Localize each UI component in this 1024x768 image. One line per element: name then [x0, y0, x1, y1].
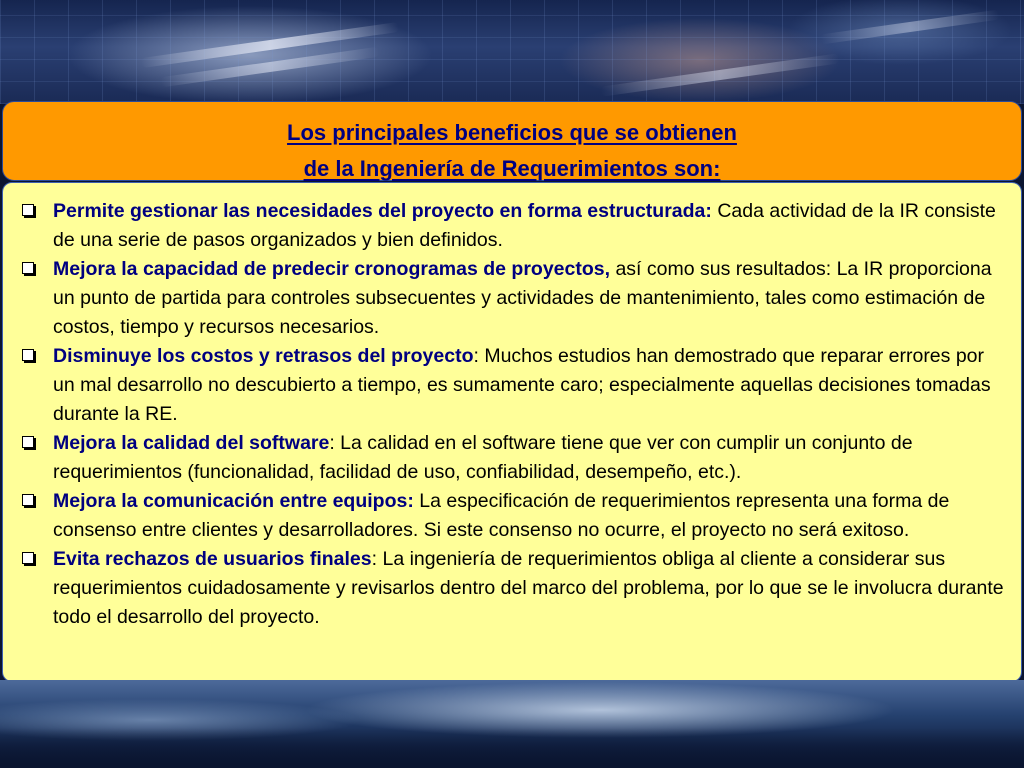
bullet-text: : La ingeniería de requerimientos obliga al cliente a considerar sus requerimientos cuidadosamente y revisarlos dentro del marco del problema, por lo que se le involucra durante todo el desarrollo del proyecto. — [53, 548, 1004, 628]
checkbox-bullet-icon — [22, 436, 34, 448]
footer-decorative-image — [0, 680, 1024, 768]
bullet-text: La especificación de requerimientos representa una forma de consenso entre clientes y desarrolladores. Si este consenso no ocurre, el proyecto no será exitoso. — [53, 490, 950, 541]
slide-title-box — [2, 101, 1022, 181]
header-decorative-image — [0, 0, 1024, 104]
bullet-text: Cada actividad de la IR consiste de una serie de pasos organizados y bien definidos. — [53, 200, 996, 251]
bullet-text: así como sus resultados: La IR proporciona un punto de partida para controles subsecuentes y actividades de mantenimiento, tales como estimación de costos, tiempo y recursos necesarios. — [53, 258, 992, 338]
list-item — [15, 197, 1005, 255]
list-item — [15, 429, 1005, 487]
bullet-lead: Evita rechazos de usuarios finales — [53, 548, 372, 570]
checkbox-bullet-icon — [22, 204, 34, 216]
bullet-lead: Mejora la capacidad de predecir cronogramas de proyectos, — [53, 258, 611, 280]
slide-title-line-2: de la Ingeniería de Requerimientos son: — [303, 156, 721, 181]
checkbox-bullet-icon — [22, 552, 34, 564]
list-item — [15, 487, 1005, 545]
bullet-lead: Disminuye los costos y retrasos del proyecto — [53, 345, 474, 367]
list-item — [15, 545, 1005, 632]
bullet-text: : La calidad en el software tiene que ver con cumplir un conjunto de requerimientos (funcionalidad, facilidad de uso, confiabilidad, desempeño, etc.). — [53, 432, 913, 483]
checkbox-bullet-icon — [22, 262, 34, 274]
benefits-content-box — [2, 182, 1022, 682]
bullet-lead: Mejora la comunicación entre equipos: — [53, 490, 414, 512]
bullet-lead: Permite gestionar las necesidades del proyecto en forma estructurada: — [53, 200, 712, 222]
bullet-lead: Mejora la calidad del software — [53, 432, 330, 454]
benefits-list — [15, 197, 1005, 632]
checkbox-bullet-icon — [22, 349, 34, 361]
slide-title-line-1: Los principales beneficios que se obtienen — [287, 120, 737, 145]
checkbox-bullet-icon — [22, 494, 34, 506]
list-item — [15, 342, 1005, 429]
list-item — [15, 255, 1005, 342]
bullet-text: : Muchos estudios han demostrado que reparar errores por un mal desarrollo no descubierto a tiempo, es sumamente caro; especialmente aquellas decisiones tomadas durante la RE. — [53, 345, 991, 425]
